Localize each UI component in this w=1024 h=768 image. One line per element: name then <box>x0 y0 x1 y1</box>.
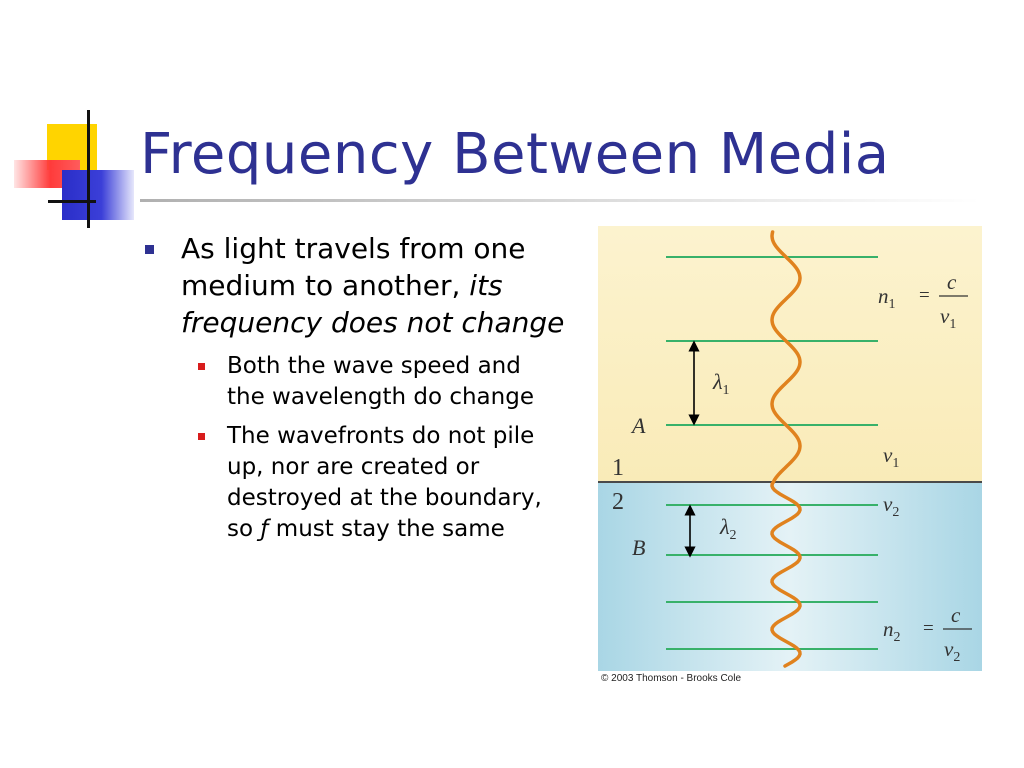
sub-bullet-marker-icon <box>198 433 205 440</box>
sub-bullet-text: Both the wave speed and the wavelength do change <box>227 353 534 410</box>
refraction-diagram <box>598 226 982 671</box>
sub-bullet-list <box>145 351 565 545</box>
sub-bullet-item <box>145 351 565 413</box>
frequency-symbol: ƒ <box>260 516 269 542</box>
v1-label: v <box>883 443 893 467</box>
medium-1-label: 1 <box>612 455 624 481</box>
n1-subscript: 1 <box>888 297 896 312</box>
bullet-list <box>145 230 565 553</box>
bullet-text-emphasis: its frequency does not change <box>181 269 565 339</box>
logo-horizontal-line <box>48 200 96 203</box>
lambda1-subscript: 1 <box>722 383 730 398</box>
sub-bullet-marker-icon <box>198 363 205 370</box>
bullet-item <box>145 230 565 341</box>
point-a-label: A <box>632 413 646 438</box>
logo-vertical-line <box>87 110 90 228</box>
lambda2-label: λ <box>720 514 730 539</box>
n2-label: n <box>883 617 894 641</box>
equals-sign-2: = <box>923 618 934 639</box>
medium-1-region <box>598 226 982 482</box>
bullet-marker-icon <box>145 245 154 254</box>
bullet-text: As light travels from one medium to another, <box>181 232 526 302</box>
v1-denominator: v <box>940 304 950 328</box>
v2-label: v <box>883 492 893 516</box>
n1-label: n <box>878 284 889 308</box>
c-numerator-1: c <box>947 270 957 294</box>
v1-denominator-subscript: 1 <box>949 317 957 332</box>
c-numerator-2: c <box>951 603 961 627</box>
sub-bullet-text: The wavefronts do not pile up, nor are created or destroyed at the boundary, so <box>227 423 542 542</box>
lambda1-label: λ <box>713 369 723 394</box>
v2-subscript: 2 <box>892 505 900 520</box>
image-credit: © 2003 Thomson - Brooks Cole <box>601 673 742 684</box>
v2-denominator: v <box>944 637 954 661</box>
medium-2-label: 2 <box>612 489 624 515</box>
slide-logo <box>0 0 150 240</box>
slide-title: Frequency Between Media <box>140 122 890 187</box>
logo-blue-square <box>62 170 134 220</box>
equals-sign-1: = <box>919 285 930 306</box>
v2-denominator-subscript: 2 <box>953 650 961 665</box>
sub-bullet-text-end: must stay the same <box>268 516 505 542</box>
point-b-label: B <box>632 535 646 560</box>
sub-bullet-item <box>145 421 565 545</box>
title-divider <box>140 199 980 202</box>
lambda2-subscript: 2 <box>729 528 737 543</box>
v1-subscript: 1 <box>892 456 900 471</box>
n2-subscript: 2 <box>893 630 901 645</box>
